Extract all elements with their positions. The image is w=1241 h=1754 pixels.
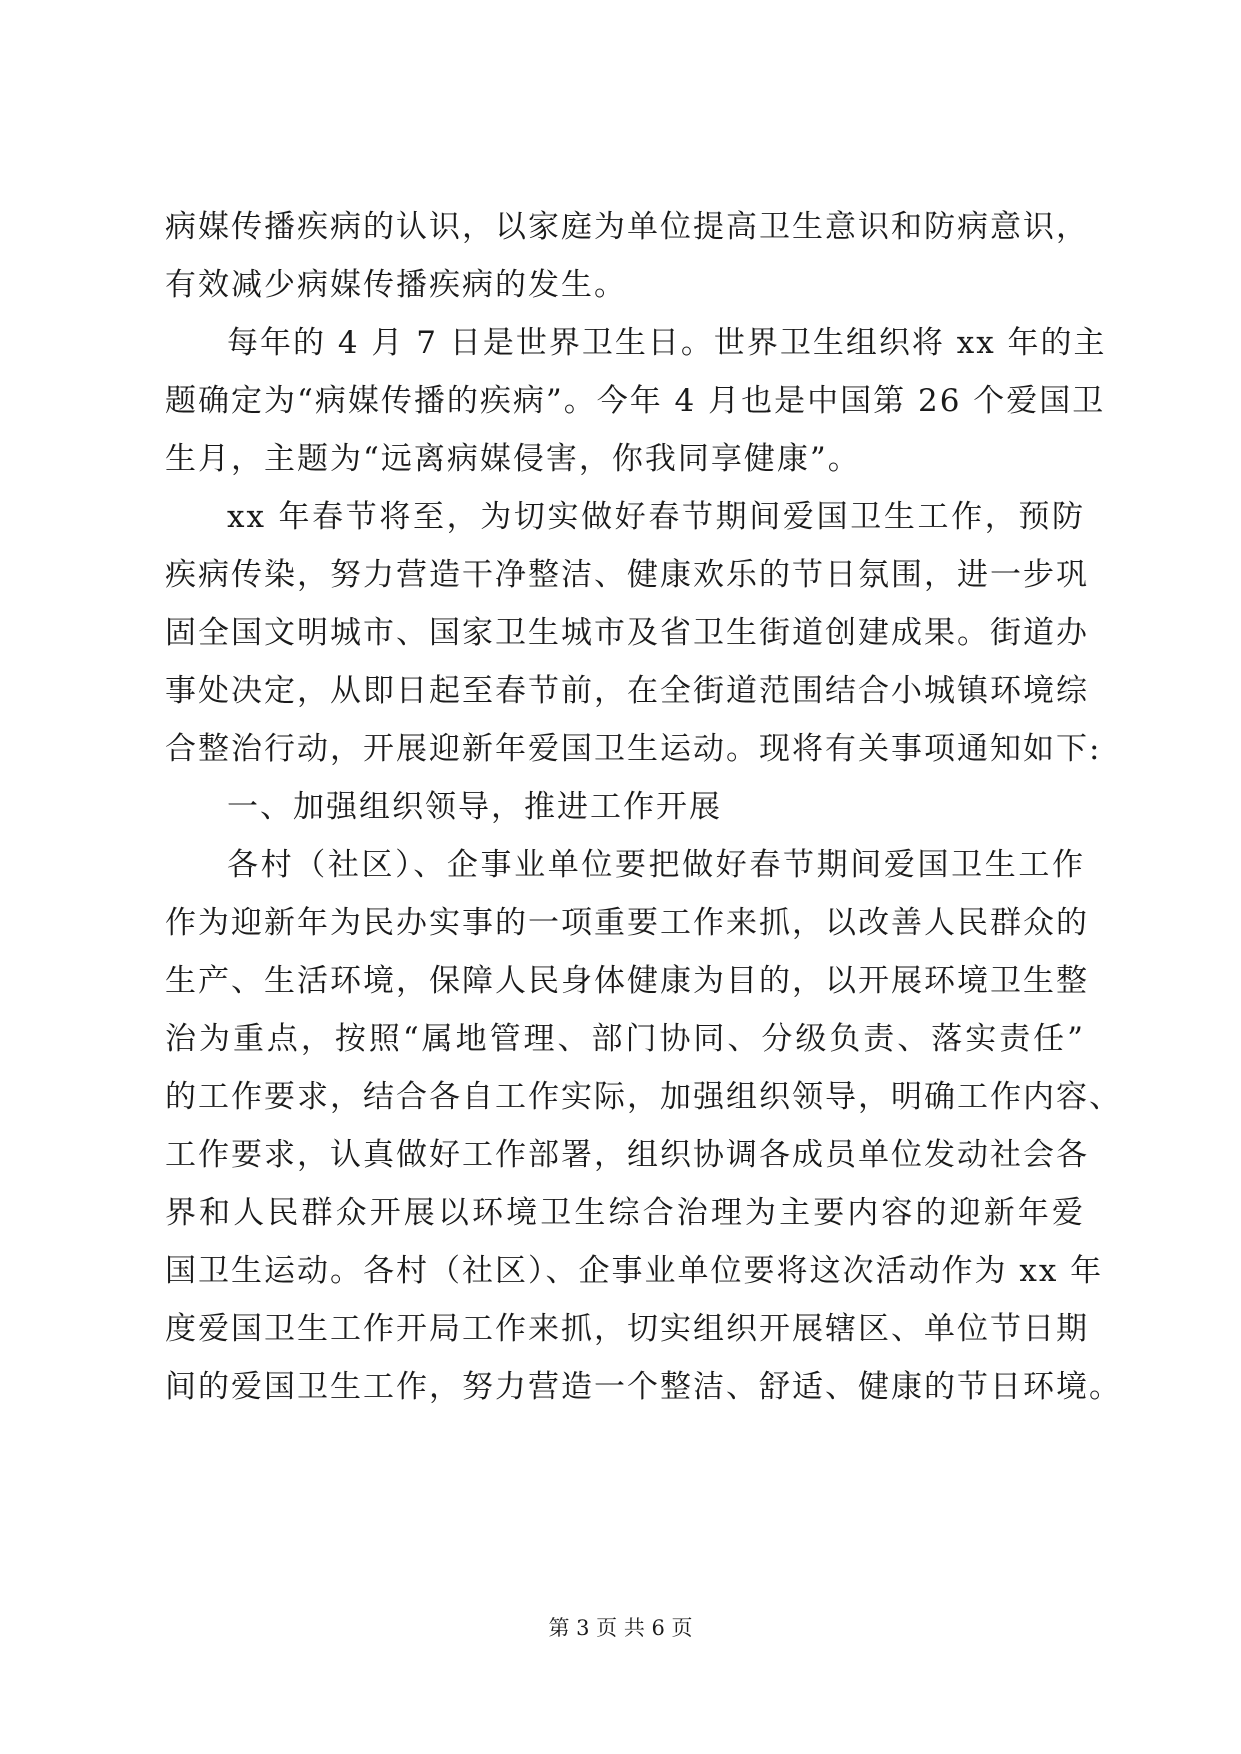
text-line: 事处决定，从即日起至春节前，在全街道范围结合小城镇环境综 [165, 673, 1089, 709]
page-number-footer: 第 3 页 共 6 页 [548, 1616, 693, 1640]
document-body [165, 198, 1122, 1416]
text-line: 国卫生运动。各村（社区）、企事业单位要将这次活动作为 xx 年 [165, 1253, 1104, 1289]
text-line: 疾病传染，努力营造干净整洁、健康欢乐的节日氛围，进一步巩 [165, 557, 1089, 593]
section-heading: 一、加强组织领导，推进工作开展 [227, 789, 722, 825]
text-line: 的工作要求，结合各自工作实际，加强组织领导，明确工作内容、 [165, 1079, 1122, 1115]
text-line: 间的爱国卫生工作，努力营造一个整洁、舒适、健康的节日环境。 [165, 1369, 1122, 1405]
text-line: 工作要求，认真做好工作部署，组织协调各成员单位发动社会各 [165, 1137, 1089, 1173]
text-line: 有效减少病媒传播疾病的发生。 [165, 267, 627, 303]
text-line: 生月，主题为“远离病媒侵害，你我同享健康”。 [165, 441, 861, 477]
text-line: 病媒传播疾病的认识，以家庭为单位提高卫生意识和防病意识， [165, 209, 1089, 245]
text-line: 题确定为“病媒传播的疾病”。今年 4 月也是中国第 26 个爱国卫 [165, 383, 1106, 419]
paragraph-first-line: xx 年春节将至，为切实做好春节期间爱国卫生工作，预防 [227, 499, 1085, 535]
paragraph-first-line: 每年的 4 月 7 日是世界卫生日。世界卫生组织将 xx 年的主 [227, 325, 1107, 361]
text-line: 界和人民群众开展以环境卫生综合治理为主要内容的迎新年爱 [165, 1195, 1085, 1231]
text-line: 合整治行动，开展迎新年爱国卫生运动。现将有关事项通知如下: [165, 731, 1102, 767]
text-line: 作为迎新年为民办实事的一项重要工作来抓，以改善人民群众的 [165, 905, 1089, 941]
text-line: 度爱国卫生工作开局工作来抓，切实组织开展辖区、单位节日期 [165, 1311, 1089, 1347]
text-line: 生产、生活环境，保障人民身体健康为目的，以开展环境卫生整 [165, 963, 1089, 999]
text-line: 治为重点，按照“属地管理、部门协同、分级负责、落实责任” [165, 1021, 1085, 1057]
text-line: 固全国文明城市、国家卫生城市及省卫生街道创建成果。街道办 [165, 615, 1089, 651]
paragraph-first-line: 各村（社区）、企事业单位要把做好春节期间爱国卫生工作 [227, 847, 1085, 883]
